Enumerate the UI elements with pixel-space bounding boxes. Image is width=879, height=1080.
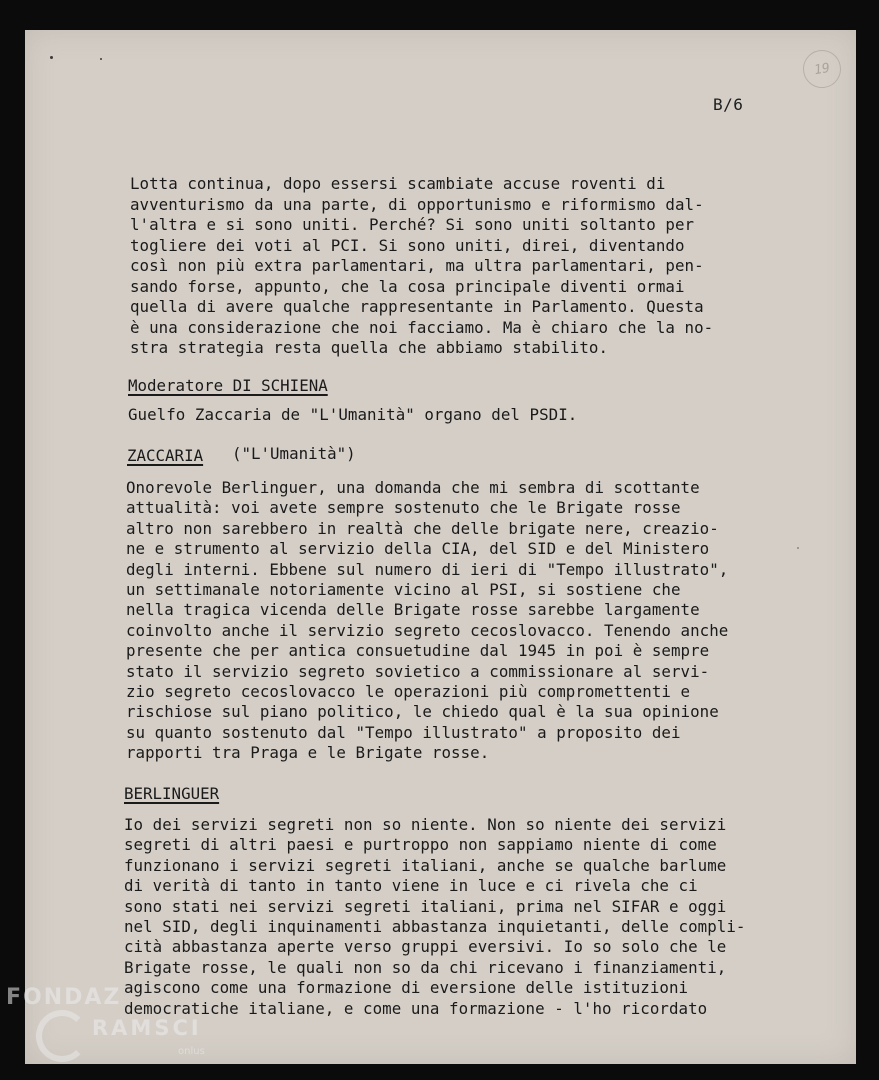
text-line: nel SID, degli inquinamenti abbastanza inquietanti, delle compli- <box>124 917 746 936</box>
text-line: funzionano i servizi segreti italiani, anche se qualche barlume <box>124 855 727 875</box>
text-line: agiscono come una formazione di eversione delle istituzioni <box>124 978 689 998</box>
text-line: Brigate rosse, le quali non so da chi ricevano i finanziamenti, <box>124 957 727 977</box>
text-line: stato il servizio segreto sovietico a commissionare al servi- <box>126 661 710 681</box>
text-line: su quanto sostenuto dal "Tempo illustrato" a proposito dei <box>126 722 681 742</box>
text-line: stra strategia resta quella che abbiamo stabilito. <box>130 338 609 357</box>
text-line: segreti di altri paesi e purtroppo non sappiamo niente di come <box>124 835 717 855</box>
text-line: Lotta continua, dopo essersi scambiate accuse roventi di <box>130 174 666 193</box>
moderator-introduction: Guelfo Zaccaria de "L'Umanità" organo del PSDI. <box>128 405 578 424</box>
watermark-text: onlus <box>178 1046 205 1057</box>
watermark-text: RAMSCI <box>92 1016 202 1040</box>
text-line: un settimanale notoriamente vicino al PSI, si sostiene che <box>126 580 681 599</box>
watermark-g-mark-icon <box>36 1010 88 1062</box>
text-line: coinvolto anche il servizio segreto cecoslovacco. Tenendo anche <box>126 620 729 640</box>
text-line: rischiose sul piano politico, le chiedo qual è la sua opinione <box>126 702 719 722</box>
text-line: è una considerazione che noi facciamo. Ma è chiaro che la no- <box>130 317 714 337</box>
text-line: Onorevole Berlinguer, una domanda che mi sembra di scottante <box>126 478 700 497</box>
paper-speck <box>797 547 799 549</box>
text-line: altro non sarebbero in realtà che delle brigate nere, creazio- <box>126 518 719 538</box>
text-line: sando forse, appunto, che la cosa principale diventi ormai <box>130 276 685 296</box>
text-line: presente che per antica consuetudine dal 1945 in poi è sempre <box>126 641 710 661</box>
text-line: avventurismo da una parte, di opportunismo e riformismo dal- <box>130 194 704 214</box>
foundation-watermark-logo <box>0 980 240 1080</box>
text-line: cità abbastanza aperte verso gruppi eversivi. Io so solo che le <box>124 937 727 957</box>
watermark-text: FONDAZ <box>6 985 122 1010</box>
page-reference: B/6 <box>713 95 744 114</box>
speaker-heading-moderator: Moderatore DI SCHIENA <box>128 376 328 395</box>
text-line: quella di avere qualche rappresentante in Parlamento. Questa <box>130 297 704 316</box>
text-line: democratiche italiane, e come una formazione - l'ho ricordato <box>124 998 708 1018</box>
text-line: sono stati nei servizi segreti italiani, prima nel SIFAR e oggi <box>124 896 727 916</box>
text-line: Io dei servizi segreti non so niente. Non so niente dei servizi <box>124 815 727 834</box>
text-line: attualità: voi avete sempre sostenuto che le Brigate rosse <box>126 498 681 518</box>
text-line: nella tragica vicenda delle Brigate rosse sarebbe largamente <box>126 600 700 620</box>
text-line: di verità di tanto in tanto viene in luce e ci rivela che ci <box>124 876 698 896</box>
text-line: ne e strumento al servizio della CIA, del SID e del Ministero <box>126 539 710 559</box>
text-line: rapporti tra Praga e le Brigate rosse. <box>126 743 490 763</box>
speaker-heading-berlinguer: BERLINGUER <box>124 784 220 803</box>
text-line: degli interni. Ebbene sul numero di ieri di "Tempo illustrato", <box>126 559 729 579</box>
text-line: togliere dei voti al PCI. Si sono uniti, direi, diventando <box>130 235 685 255</box>
text-line: così non più extra parlamentari, ma ultra parlamentari, pen- <box>130 256 704 275</box>
speaker-heading-zaccaria: ZACCARIA <box>127 446 204 465</box>
text-line: l'altra e si sono uniti. Perché? Si sono uniti soltanto per <box>130 215 695 234</box>
paper-speck <box>100 58 102 60</box>
archive-number-stamp: 19 <box>800 47 844 91</box>
text-line: zio segreto cecoslovacco le operazioni più compromettenti e <box>126 682 691 701</box>
paper-speck <box>50 56 53 59</box>
speaker-affiliation: ("L'Umanità") <box>232 444 356 463</box>
